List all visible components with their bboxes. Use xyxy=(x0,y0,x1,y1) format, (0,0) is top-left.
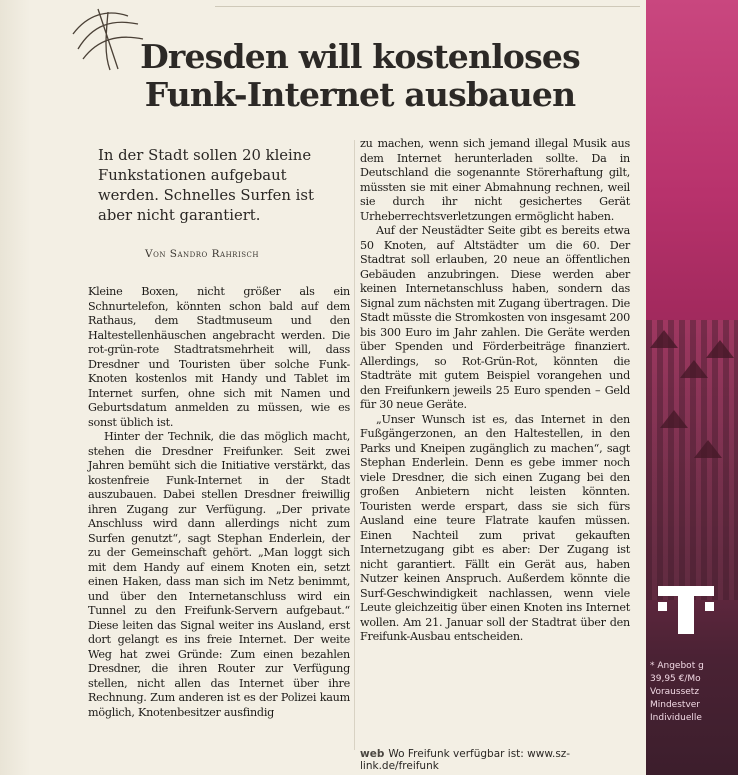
article-column-right xyxy=(360,137,630,645)
paragraph: Auf der Neustädter Seite gibt es bereits etwa 50 Knoten, auf Altstädter um die 60. Der Stadtrat soll erlauben, 20 neue an öffentlichen Gebäuden anzubringen. Diese werden aber keinen Internetanschluss haben, sondern das Signal zum nächsten mit Zugang übertragen. Die Stadt müsste die Stromkosten von insgesamt 200 bis 300 Euro im Jahr zahlen. Die Geräte werden über Spenden und Förderbeiträge finanziert. Allerdings, so Rot-Grün-Rot, könnten die Stadträte mit gutem Beispiel vorangehen und den Freifunkern jeweils 25 Euro spenden – Geld für 30 neue Geräte. xyxy=(360,224,630,411)
paragraph: Kleine Boxen, nicht größer als ein Schnurtelefon, könnten schon bald auf dem Rathaus, dem Stadtmuseum und den Haltestellenhäuschen angebracht werden. Die rot-grün-rote Stadtratsmehrheit will, dass Dresdner und Touristen über solche Funk-Knoten kostenlos mit Handy und Tablet im Internet surfen, ohne sich mit Namen und Geburtsdatum anmelden zu müssen, wie es sonst üblich ist. xyxy=(88,285,350,429)
top-rule xyxy=(215,0,640,7)
telekom-t-logo-icon xyxy=(656,578,716,638)
web-link-note xyxy=(360,748,640,772)
page-edge-shadow xyxy=(0,0,30,775)
article-teaser: In der Stadt sollen 20 kleine Funkstationen aufgebaut werden. Schnelles Surfen ist aber nicht garantiert. xyxy=(98,147,314,224)
paragraph: Hinter der Technik, die das möglich macht, stehen die Dresdner Freifunker. Seit zwei Jahren bemüht sich die Initiative verstärkt, das kostenfreie Funk-Internet in der Stadt auszubauen. Dabei stellen Dresdner freiwillig ihren Zugang zur Verfügung. „Der private Anschluss wird dann allerdings nicht zum Surfen genutzt“, sagt Stephan Enderlein, der zu der Gemeinschaft gehört. „Man loggt sich mit dem Handy auf einem Knoten ein, setzt einen Haken, dass man sich im Netz benimmt, und über den Internetanschluss wird ein Tunnel zu den Freifunk-Servern aufgebaut.“ Diese leiten das Signal weiter ins Ausland, erst dort gelangt es ins freie Internet. Der weite Weg hat zwei Gründe: Zum einen bezahlen Dresdner, die ihren Router zur Verfügung stellen, nicht allen das Internet über ihre Rechnung. Zum anderen ist es der Polizei kaum möglich, Knotenbesitzer ausfindig xyxy=(88,430,350,719)
paragraph: „Unser Wunsch ist es, das Internet in den Fußgängerzonen, an den Haltestellen, in den Parks und Kneipen zugänglich zu machen“, sagt Stephan Enderlein. Denn es gebe immer noch viele Dresdner, die sich einen Zugang bei den großen Anbietern nicht leisten könnten. Touristen werde erspart, dass sie sich fürs Ausland eine teure Flatrate kaufen müssen. Einen Nachteil zum privat gekauften Internetzugang gibt es aber: Der Zugang ist nicht garantiert. Fällt ein Gerät aus, haben Nutzer keinen Anspruch. Außerdem könnte die Surf-Geschwindigkeit nachlassen, wenn viele Leute gleichzeitig über einen Knoten ins Internet wollen. Am 21. Januar soll der Stadtrat über den Freifunk-Ausbau entscheiden. xyxy=(360,412,630,643)
telekom-advertisement xyxy=(646,0,738,775)
web-tag: web xyxy=(360,748,385,760)
headline-line-2: Funk-Internet ausbauen xyxy=(144,75,576,114)
ad-line: Individuelle xyxy=(650,713,702,723)
ad-line: 39,95 €/Mo xyxy=(650,674,701,684)
ad-line: * Angebot g xyxy=(650,661,704,671)
byline-text: Von Sandro Rahrisch xyxy=(145,248,259,260)
article-column-left xyxy=(88,285,350,720)
ad-line: Voraussetz xyxy=(650,687,700,697)
column-divider xyxy=(354,140,355,750)
ad-line: Mindestver xyxy=(650,700,701,710)
headline-line-1: Dresden will kostenloses xyxy=(140,37,580,76)
article-headline xyxy=(100,38,620,114)
web-link-text: Wo Freifunk verfügbar ist: www.sz-link.de/freifunk xyxy=(360,748,571,772)
article-byline xyxy=(145,248,325,260)
ad-town-photo xyxy=(646,320,738,600)
ad-fine-print xyxy=(646,660,738,725)
paragraph: zu machen, wenn sich jemand illegal Musik aus dem Internet herunterladen sollte. Da in Deutschland die sogenannte Störerhaftung gilt, müssten sie mit einer Abmahnung rechnen, weil sie durch ihr nicht gesichertes Gerät Urheberrechtsverletzungen ermöglicht haben. xyxy=(360,137,630,223)
